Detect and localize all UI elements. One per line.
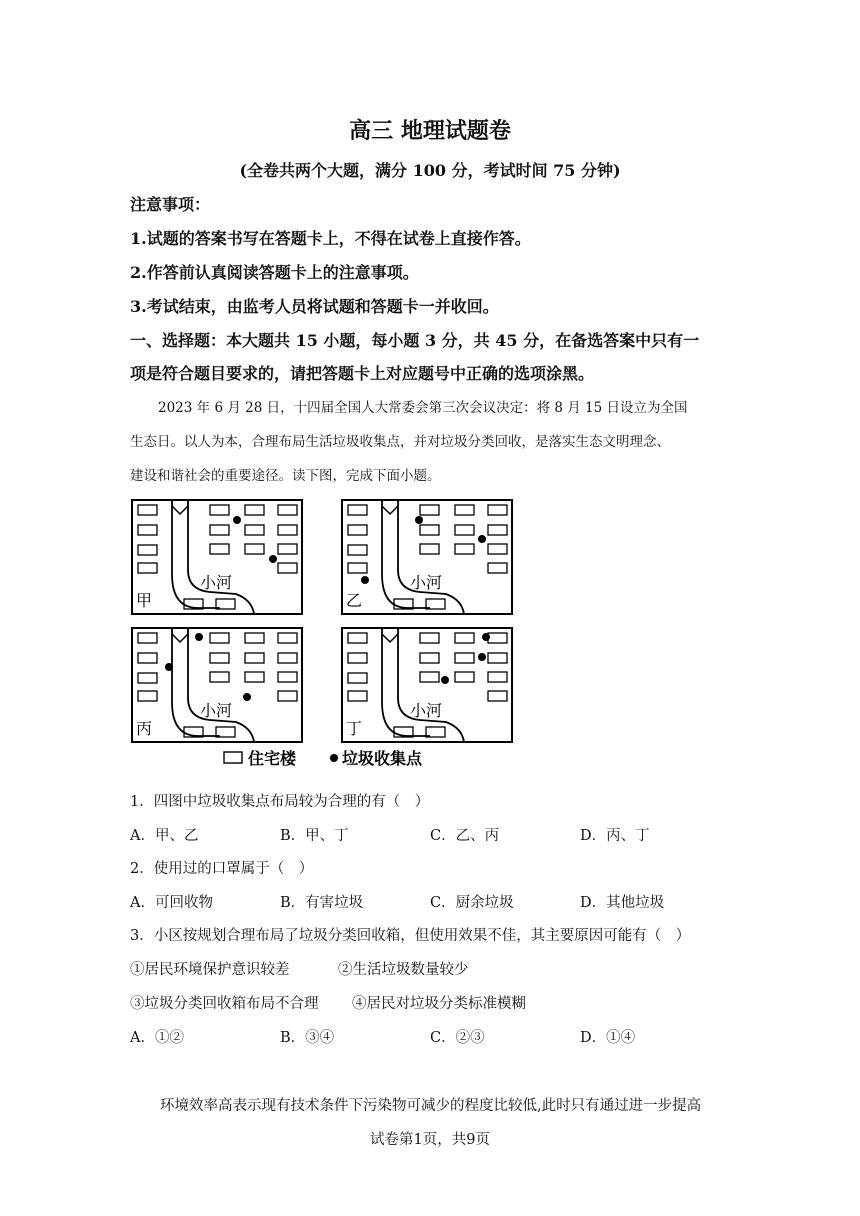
collection-point — [269, 555, 277, 563]
building — [278, 544, 297, 554]
building — [488, 525, 507, 535]
river-bank — [188, 500, 254, 614]
building — [278, 505, 297, 515]
panel-bing — [132, 628, 302, 742]
collection-point — [478, 535, 486, 543]
building — [138, 653, 157, 663]
collection-point — [441, 676, 449, 684]
question-3-statement-3: ③垃圾分类回收箱布局不合理 — [130, 996, 319, 1012]
collection-point — [243, 693, 251, 701]
river-bank — [398, 628, 464, 742]
question-3-option-d[interactable]: D．①④ — [580, 1030, 636, 1046]
question-2-option-a[interactable]: A．可回收物 — [130, 895, 213, 911]
building — [138, 525, 157, 535]
building — [245, 544, 264, 554]
building — [420, 525, 439, 535]
building — [348, 563, 367, 573]
exam-info: (全卷共两个大题，满分 100 分，考试时间 75 分钟) — [239, 161, 621, 180]
passage-line-3: 建设和谐社会的重要途径。读下图，完成下面小题。 — [130, 468, 441, 484]
building — [138, 505, 157, 515]
building — [488, 633, 507, 643]
building — [488, 653, 507, 663]
building — [210, 544, 229, 554]
building — [455, 653, 474, 663]
building — [278, 563, 297, 573]
building — [245, 653, 264, 663]
building — [210, 633, 229, 643]
building — [245, 633, 264, 643]
question-3-option-b[interactable]: B．③④ — [280, 1030, 335, 1046]
building — [420, 653, 439, 663]
building — [488, 505, 507, 515]
building — [278, 633, 297, 643]
flow-arrow-icon — [172, 506, 188, 514]
next-passage-line: 环境效率高表示现有技术条件下污染物可减少的程度比较低,此时只有通过进一步提高 — [160, 1098, 702, 1114]
building — [210, 525, 229, 535]
building — [245, 672, 264, 682]
building — [278, 525, 297, 535]
legend-point-label: 垃圾收集点 — [342, 749, 423, 768]
figure-legend — [224, 749, 423, 768]
building — [348, 653, 367, 663]
building — [455, 544, 474, 554]
building — [455, 505, 474, 515]
panel-frame — [342, 500, 512, 614]
building — [138, 563, 157, 573]
building — [138, 691, 157, 701]
building — [245, 505, 264, 515]
question-2-option-b[interactable]: B．有害垃圾 — [280, 895, 364, 911]
building — [348, 505, 367, 515]
question-2-option-d[interactable]: D．其他垃圾 — [580, 895, 665, 911]
section-heading-line2: 项是符合题目要求的，请把答题卡上对应题号中正确的选项涂黑。 — [130, 364, 595, 383]
building — [455, 633, 474, 643]
question-2-option-c[interactable]: C．厨余垃圾 — [430, 895, 514, 911]
question-3-option-c[interactable]: C．②③ — [430, 1030, 485, 1046]
notice-item-2: 2.作答前认真阅读答题卡上的注意事项。 — [130, 263, 419, 282]
flow-arrow-icon — [172, 634, 188, 642]
building — [245, 525, 264, 535]
river-label: 小河 — [410, 701, 443, 720]
river-label: 小河 — [200, 701, 233, 720]
building — [455, 672, 474, 682]
section-heading-line1: 一、选择题：本大题共 15 小题，每小题 3 分，共 45 分，在备选答案中只有一 — [130, 331, 700, 350]
question-1-stem: 1．四图中垃圾收集点布局较为合理的有（ ） — [130, 794, 430, 810]
building — [455, 525, 474, 535]
panel-jia — [132, 500, 302, 614]
building — [348, 545, 367, 555]
building — [348, 673, 367, 683]
building — [210, 505, 229, 515]
river-bank — [188, 628, 254, 742]
panel-label-yi: 乙 — [346, 591, 363, 610]
building — [278, 653, 297, 663]
notice-item-3: 3.考试结束，由监考人员将试题和答题卡一并收回。 — [130, 297, 499, 316]
legend-building-icon — [224, 752, 242, 763]
building — [488, 563, 507, 573]
panel-frame — [132, 500, 302, 614]
question-3-stem: 3．小区按规划合理布局了垃圾分类回收箱，但使用效果不佳，其主要原因可能有（ ） — [130, 928, 691, 944]
question-1-option-a[interactable]: A．甲、乙 — [130, 828, 199, 844]
question-2-stem: 2．使用过的口罩属于（ ） — [130, 861, 314, 877]
community-map-figure — [128, 496, 518, 776]
building — [278, 691, 297, 701]
panel-label-bing: 丙 — [136, 719, 153, 738]
river-label: 小河 — [410, 573, 443, 592]
legend-point-icon — [330, 754, 338, 762]
page-title: 高三 地理试题卷 — [349, 118, 511, 144]
question-1-option-c[interactable]: C．乙、丙 — [430, 828, 500, 844]
question-3-statement-2: ②生活垃圾数量较少 — [338, 962, 469, 978]
building — [488, 672, 507, 682]
collection-point — [415, 516, 423, 524]
building — [348, 633, 367, 643]
building — [138, 545, 157, 555]
collection-point — [361, 576, 369, 584]
collection-point — [478, 653, 486, 661]
passage-line-2: 生态日。以人为本，合理布局生活垃圾收集点，并对垃圾分类回收，是落实生态文明理念、 — [130, 434, 670, 450]
flow-arrow-icon — [382, 634, 398, 642]
collection-point — [165, 663, 173, 671]
panel-label-ding: 丁 — [346, 719, 363, 738]
collection-point — [233, 516, 241, 524]
building — [420, 672, 439, 682]
building — [210, 653, 229, 663]
question-3-statement-4: ④居民对垃圾分类标准模糊 — [352, 996, 526, 1012]
page-number: 试卷第1页，共9页 — [370, 1132, 490, 1148]
building — [420, 505, 439, 515]
building — [348, 691, 367, 701]
question-1-option-b[interactable]: B．甲、丁 — [280, 828, 349, 844]
panel-frame — [132, 628, 302, 742]
question-1-option-d[interactable]: D．丙、丁 — [580, 828, 650, 844]
building — [348, 525, 367, 535]
building — [420, 544, 439, 554]
building — [488, 544, 507, 554]
river-label: 小河 — [200, 573, 233, 592]
panel-frame — [342, 628, 512, 742]
building — [210, 672, 229, 682]
building — [138, 633, 157, 643]
notice-item-1: 1.试题的答案书写在答题卡上，不得在试卷上直接作答。 — [130, 229, 531, 248]
notice-heading: 注意事项： — [130, 195, 211, 214]
flow-arrow-icon — [382, 506, 398, 514]
legend-building-label: 住宅楼 — [248, 749, 297, 768]
river-bank — [398, 500, 464, 614]
collection-point — [482, 633, 490, 641]
question-3-statement-1: ①居民环境保护意识较差 — [130, 962, 290, 978]
building — [138, 673, 157, 683]
collection-point — [195, 633, 203, 641]
building — [420, 633, 439, 643]
question-3-option-a[interactable]: A．①② — [130, 1030, 184, 1046]
panel-label-jia: 甲 — [136, 591, 153, 610]
building — [278, 672, 297, 682]
passage-line-1: 2023 年 6 月 28 日，十四届全国人大常委会第三次会议决定：将 8 月 15 日设立为全国 — [158, 400, 688, 416]
panel-yi — [342, 500, 512, 614]
building — [488, 691, 507, 701]
panel-ding — [342, 628, 512, 742]
